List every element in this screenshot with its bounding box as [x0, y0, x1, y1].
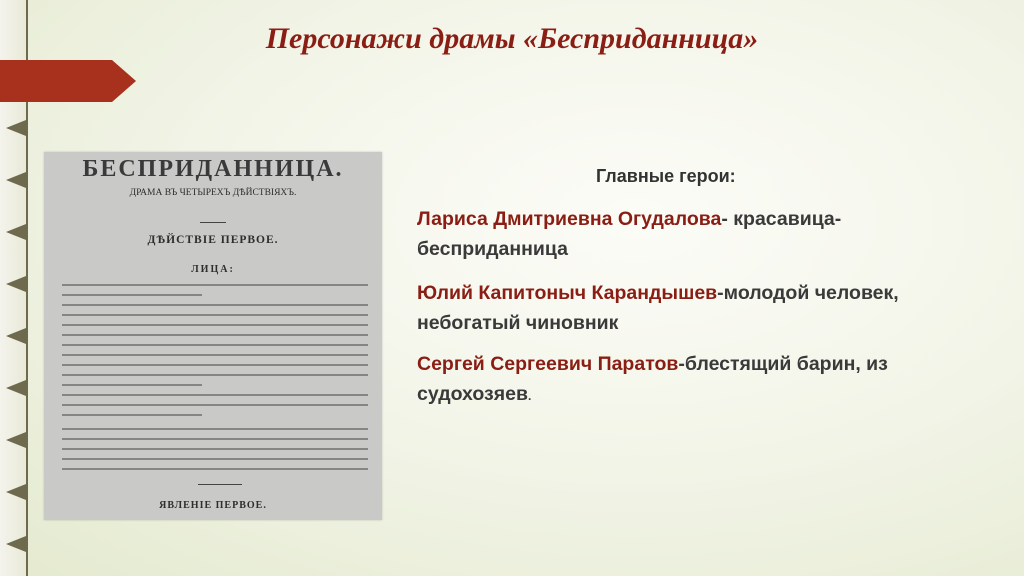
decorative-arrows: [4, 120, 28, 576]
character-item: [417, 204, 957, 264]
document-subtitle: ДРАМА ВЪ ЧЕТЫРЕХЪ ДѢЙСТВIЯХЪ.: [129, 188, 297, 198]
document-text-line: [62, 414, 202, 416]
character-suffix: .: [527, 389, 532, 403]
document-text-line: [62, 448, 368, 450]
character-name: Юлий Капитоныч Карандышев: [417, 282, 718, 304]
character-description: - красавица-бесприданница: [417, 208, 842, 260]
document-text-line: [62, 354, 368, 356]
document-text-line: [62, 384, 202, 386]
document-scene-heading: ЯВЛЕНIЕ ПЕРВОЕ.: [159, 500, 267, 511]
document-text-line: [62, 404, 368, 406]
document-text-line: [62, 334, 368, 336]
document-title: БЕСПРИДАННИЦА.: [82, 156, 344, 182]
character-name: Лариса Дмитриевна Огудалова: [417, 208, 722, 230]
document-scan: [44, 152, 382, 520]
document-text-line: [62, 438, 368, 440]
main-heroes-heading: Главные герои:: [596, 166, 736, 186]
document-text-line: [62, 344, 368, 346]
document-dash: [198, 484, 242, 485]
document-text-line: [62, 294, 202, 296]
red-arrow-shape: [0, 60, 136, 102]
slide-title: Персонажи драмы «Бесприданница»: [265, 22, 759, 55]
document-text-line: [62, 324, 368, 326]
document-text-line: [62, 304, 368, 306]
document-text-line: [62, 428, 368, 430]
character-description: -молодой человек, небогатый чиновник: [417, 282, 899, 334]
character-item: [417, 278, 957, 338]
document-text-line: [62, 468, 368, 470]
character-item: [417, 349, 957, 411]
document-act-heading: ДѢЙСТВIЕ ПЕРВОЕ.: [147, 234, 279, 246]
character-name: Сергей Сергеевич Паратов: [417, 353, 679, 375]
document-text-line: [62, 374, 368, 376]
document-persons-heading: ЛИЦА:: [191, 264, 235, 275]
document-text-line: [62, 364, 368, 366]
document-text-line: [62, 284, 368, 286]
document-text-line: [62, 394, 368, 396]
document-dash: [200, 222, 226, 223]
character-description: -блестящий барин, из судохозяев: [417, 353, 888, 405]
document-text-line: [62, 314, 368, 316]
document-text-line: [62, 458, 368, 460]
